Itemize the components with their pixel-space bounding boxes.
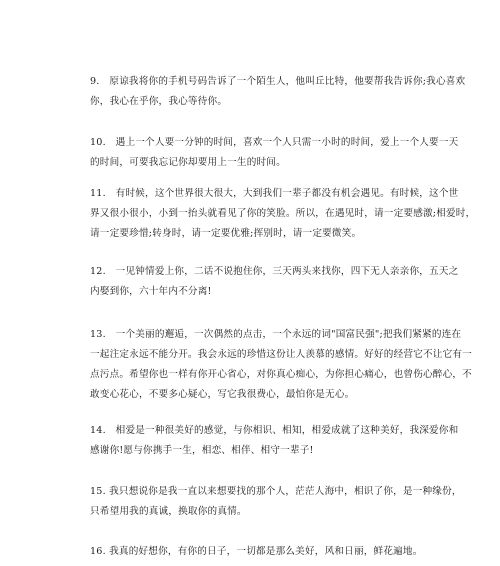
paragraph-line: 14. 相爱是一种很美好的感觉，与你相识、相知，相爱成就了这种美好，我深爱你和 (90, 425, 459, 436)
paragraph-line: 点污点。希望你也一样有你开心省心，对你真心痴心，为你担心痛心，也曾伤心醉心，不 (90, 369, 472, 380)
paragraph-line: 的时间，可要我忘记你却要用上一生的时间。 (90, 157, 286, 168)
paragraph-line: 你，我心在乎你，我心等待你。 (90, 96, 228, 107)
paragraph-9 (90, 72, 466, 112)
paragraph-10 (90, 133, 459, 173)
paragraph-12 (90, 262, 459, 302)
paragraph-line: 11. 有时候，这个世界很大很大，大到我们一辈子都没有机会遇见。有时候，这个世 (90, 188, 459, 199)
paragraph-line: 只希望用我的真诚，换取你的真情。 (90, 506, 247, 517)
paragraph-line: 16. 我真的好想你，有你的日子，一切都是那么美好，风和日丽，鲜花遍地。 (90, 546, 423, 557)
paragraph-line: 内娶到你，六十年内不分离! (90, 286, 212, 297)
paragraph-line: 10. 遇上一个人要一分钟的时间，喜欢一个人只需一小时的时间，爱上一个人要一天 (90, 137, 459, 148)
paragraph-line: 12. 一见钟情爱上你，二话不说抱住你，三天两头来找你，四下无人亲亲你，五天之 (90, 266, 459, 277)
paragraph-line: 敢变心花心，不要多心疑心，写它我很费心，最怕你是无心。 (90, 389, 355, 400)
paragraph-11 (90, 184, 476, 244)
paragraph-line: 13. 一个美丽的邂逅，一次偶然的点击，一个永远的词"国富民强";把我们紧紧的连在 (90, 329, 462, 340)
paragraph-line: 感谢你!愿与你携手一生，相恋、相伴、相守一辈子! (90, 445, 314, 456)
paragraph-line: 一起注定永远不能分开。我会永远的珍惜这份让人羡慕的感情。好好的经营它不让它有一 (90, 349, 472, 360)
paragraph-line: 请一定要珍惜;转身时，请一定要优雅;挥别时，请一定要微笑。 (90, 228, 362, 239)
paragraph-line: 9. 原谅我将你的手机号码告诉了一个陌生人，他叫丘比特，他要帮我告诉你;我心喜欢 (90, 76, 466, 87)
paragraph-line: 界又很小很小，小到一抬头就看见了你的笑脸。所以，在遇见时，请一定要感激;相爱时， (90, 208, 476, 219)
paragraph-line: 15. 我只想说你是我一直以来想要找的那个人，茫茫人海中，相识了你，是一种缘份， (90, 486, 462, 497)
paragraph-15 (90, 482, 462, 522)
paragraph-14 (90, 421, 459, 461)
paragraph-13 (90, 325, 472, 405)
paragraph-16 (90, 542, 423, 562)
